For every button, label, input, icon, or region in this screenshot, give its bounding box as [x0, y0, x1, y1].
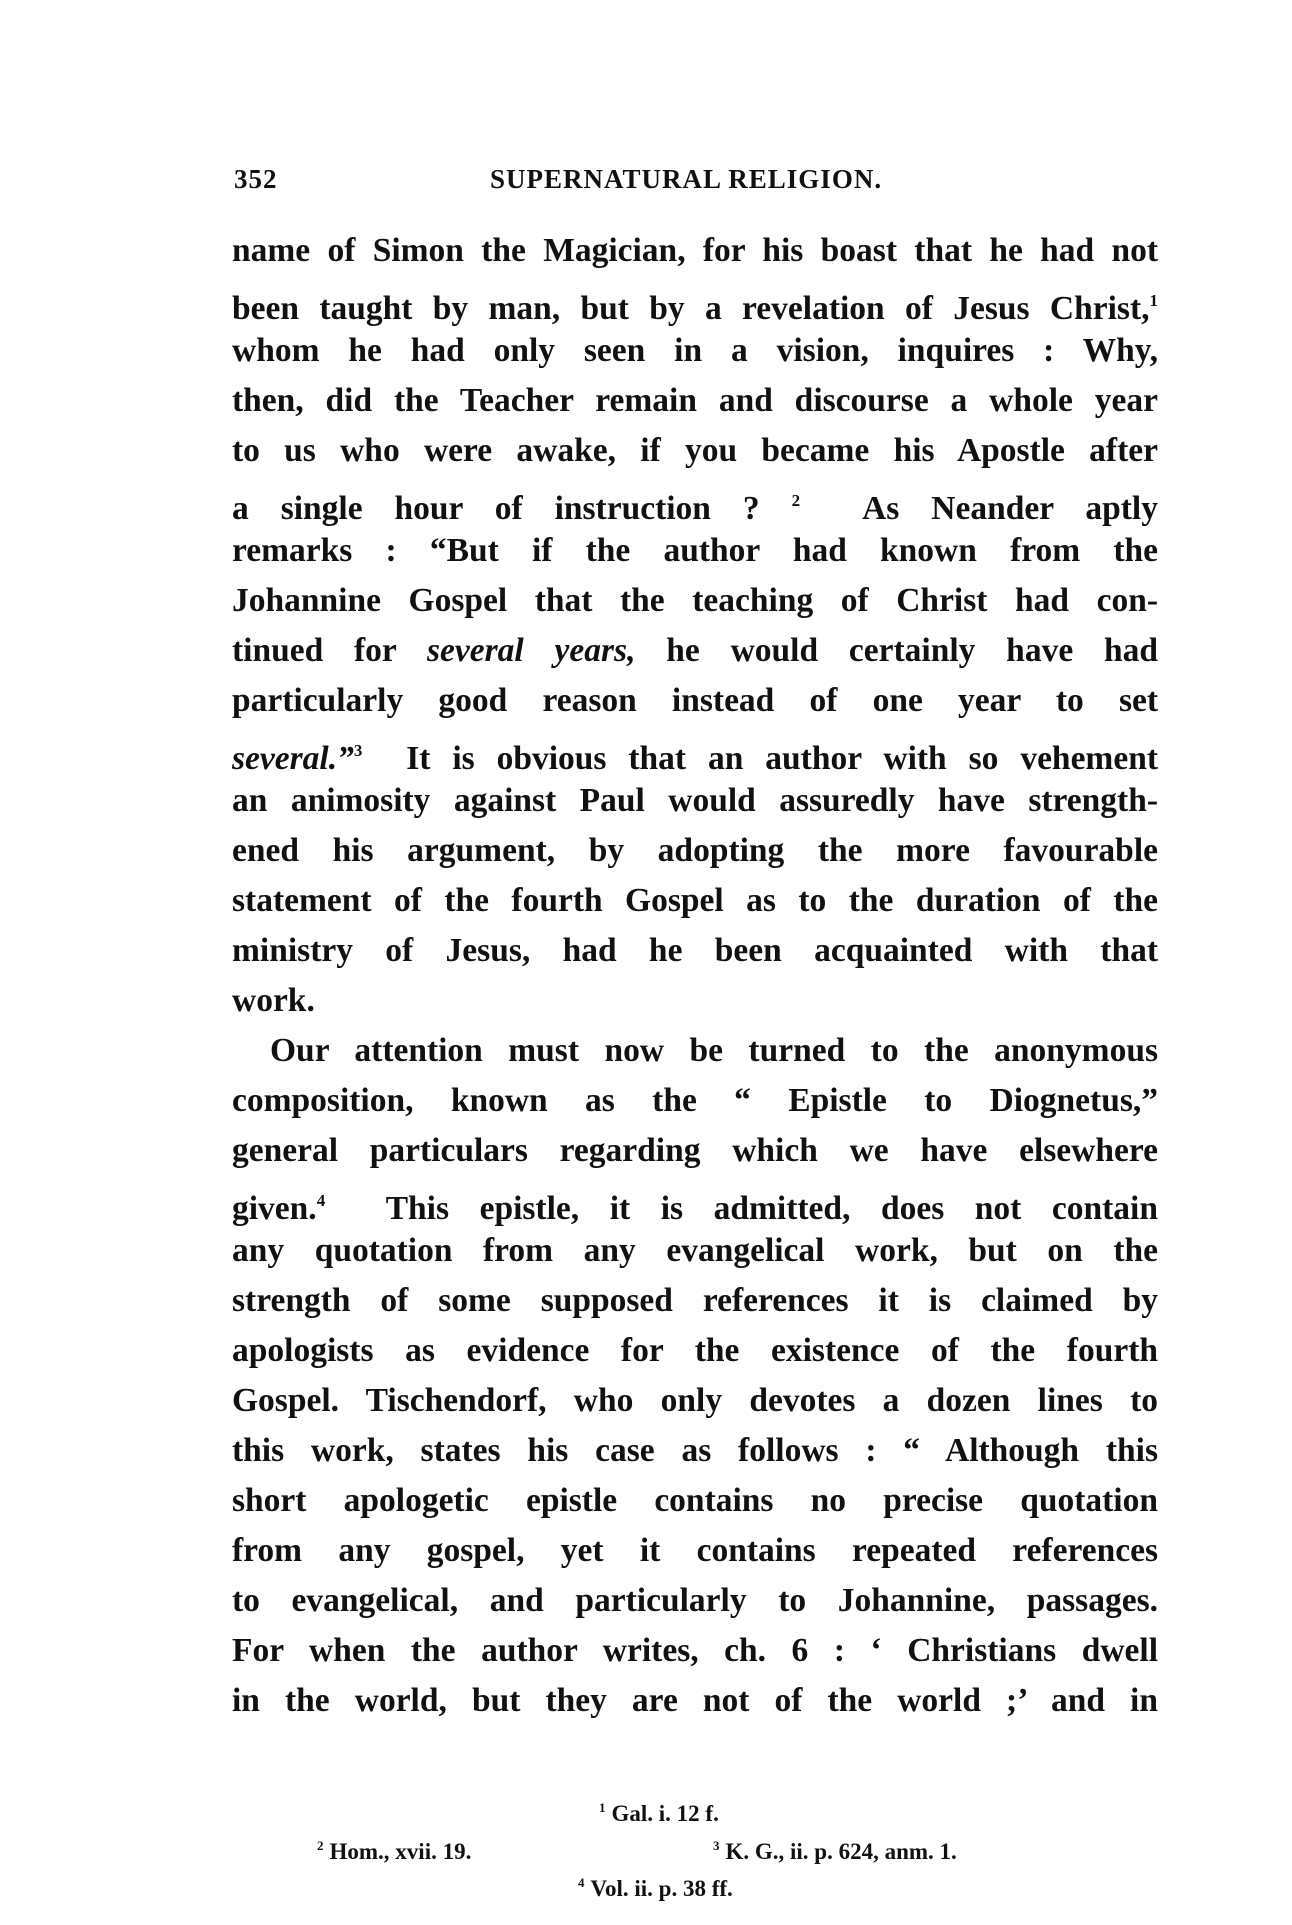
text-segment: he would certainly have had — [635, 632, 1158, 669]
text-segment: particularly good reason instead of one year to set — [232, 682, 1158, 719]
text-line — [232, 1026, 1158, 1076]
text-segment: tinued for — [232, 632, 427, 669]
text-line — [232, 1526, 1158, 1576]
text-line — [232, 276, 1158, 326]
body-text — [232, 226, 1158, 1726]
footnote-4 — [578, 1875, 733, 1902]
text-line — [232, 476, 1158, 526]
footnote-reference: 4 — [316, 1191, 326, 1210]
footnote-text: Hom., xvii. 19. — [329, 1839, 472, 1864]
text-line — [232, 876, 1158, 926]
text-segment: strength of some supposed references it is claimed by — [232, 1282, 1158, 1319]
text-line — [232, 1176, 1158, 1226]
text-line — [232, 776, 1158, 826]
text-line — [232, 1576, 1158, 1626]
text-line — [232, 626, 1158, 676]
italic-text: several.” — [232, 740, 354, 777]
text-segment: Gospel. Tischendorf, who only devotes a dozen lines to — [232, 1382, 1158, 1419]
text-line — [232, 676, 1158, 726]
text-segment: Our attention must now be turned to the anonymous — [270, 1032, 1158, 1069]
footnote-reference: 1 — [1149, 291, 1158, 310]
text-segment: to evangelical, and particularly to Johannine, passages. — [232, 1582, 1158, 1619]
text-segment: from any gospel, yet it contains repeated references — [232, 1532, 1158, 1569]
text-segment: composition, known as the “ Epistle to Diognetus,” — [232, 1082, 1158, 1119]
footnote-text: Vol. ii. p. 38 ff. — [590, 1876, 733, 1901]
text-segment: whom he had only seen in a vision, inquires : Why, — [232, 332, 1158, 369]
text-segment: ened his argument, by adopting the more favourable — [232, 832, 1158, 869]
text-segment: this work, states his case as follows : “ Although this — [232, 1432, 1158, 1469]
text-segment: statement of the fourth Gospel as to the duration of the — [232, 882, 1158, 919]
text-segment: any quotation from any evangelical work, but on the — [232, 1232, 1158, 1269]
text-line — [232, 526, 1158, 576]
footnote-3 — [713, 1838, 957, 1865]
footnote-reference: 3 — [353, 741, 363, 760]
text-line — [232, 376, 1158, 426]
footnote-1 — [599, 1800, 719, 1827]
running-title: SUPERNATURAL RELIGION. — [490, 164, 883, 194]
text-line — [232, 1226, 1158, 1276]
footnote-text: Gal. i. 12 f. — [611, 1801, 719, 1826]
footnote-mark: 2 — [317, 1838, 324, 1853]
footnote-reference: 2 — [791, 491, 801, 510]
text-line — [232, 226, 1158, 276]
text-line — [232, 1326, 1158, 1376]
text-line — [232, 1676, 1158, 1726]
footnote-mark: 3 — [713, 1838, 720, 1853]
text-segment: been taught by man, but by a revelation of Jesus Christ, — [232, 290, 1150, 327]
footnote-mark: 4 — [578, 1875, 585, 1890]
text-segment: remarks : “But if the author had known from the — [232, 532, 1158, 569]
text-segment: name of Simon the Magician, for his boast that he had not — [232, 232, 1158, 269]
text-segment: This epistle, it is admitted, does not contain — [325, 1190, 1158, 1227]
text-segment: an animosity against Paul would assuredly have strength- — [232, 782, 1158, 819]
text-line — [232, 1376, 1158, 1426]
italic-text: several years, — [427, 632, 636, 669]
text-line — [232, 926, 1158, 976]
text-line — [232, 1426, 1158, 1476]
text-segment: work. — [232, 982, 315, 1019]
text-segment: short apologetic epistle contains no precise quotation — [232, 1482, 1158, 1519]
text-segment: For when the author writes, ch. 6 : ‘ Christians dwell — [232, 1632, 1158, 1669]
text-segment: general particulars regarding which we have elsewhere — [232, 1132, 1158, 1169]
text-segment: then, did the Teacher remain and discourse a whole year — [232, 382, 1158, 419]
text-segment: apologists as evidence for the existence of the fourth — [232, 1332, 1158, 1369]
text-line — [232, 426, 1158, 476]
text-line — [232, 1076, 1158, 1126]
text-segment: Johannine Gospel that the teaching of Christ had con- — [232, 582, 1158, 619]
text-segment: As Neander aptly — [800, 490, 1158, 527]
page-number: 352 — [234, 164, 278, 194]
text-line — [232, 1276, 1158, 1326]
footnote-text: K. G., ii. p. 624, anm. 1. — [725, 1839, 957, 1864]
text-line — [232, 726, 1158, 776]
text-segment: a single hour of instruction ? — [232, 490, 792, 527]
text-line — [232, 976, 1158, 1026]
footnote-mark: 1 — [599, 1800, 606, 1815]
text-segment: ministry of Jesus, had he been acquainted with that — [232, 932, 1158, 969]
text-line — [232, 326, 1158, 376]
text-line — [232, 1476, 1158, 1526]
text-line — [232, 1126, 1158, 1176]
text-segment: It is obvious that an author with so vehement — [362, 740, 1158, 777]
text-line — [232, 1626, 1158, 1676]
footnote-2 — [317, 1838, 471, 1865]
text-segment: in the world, but they are not of the world ;’ and in — [232, 1682, 1158, 1719]
text-line — [232, 576, 1158, 626]
text-segment: to us who were awake, if you became his Apostle after — [232, 432, 1158, 469]
text-line — [232, 826, 1158, 876]
text-segment: given. — [232, 1190, 317, 1227]
